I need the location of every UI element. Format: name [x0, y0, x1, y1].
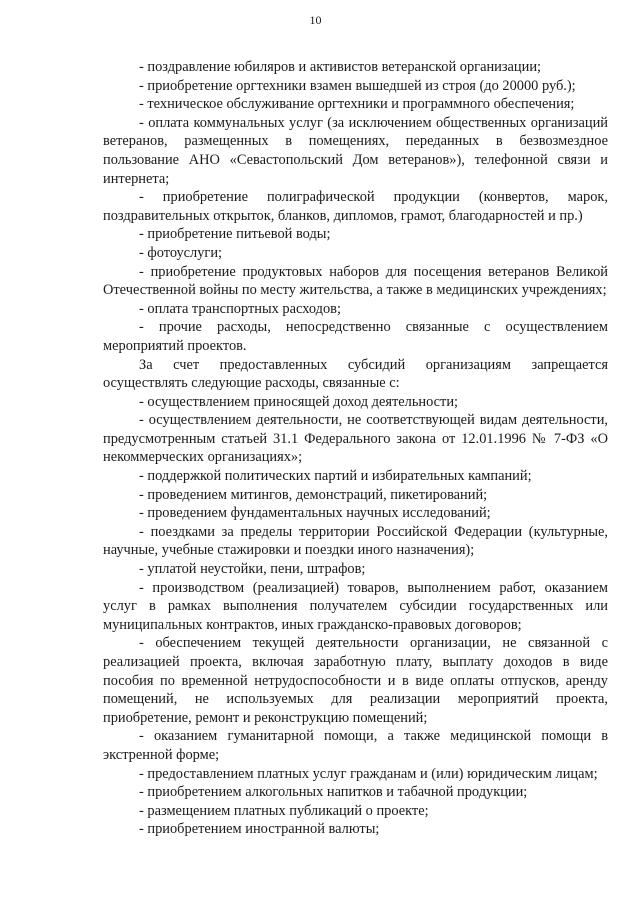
- list-item: - техническое обслуживание оргтехники и программного обеспечения;: [139, 96, 575, 113]
- list-item: - приобретение продуктовых наборов для посещения ветеранов Великой Отечественной войны по месту жительства, а также в медицинских учреждениях;: [103, 263, 608, 299]
- list-item: - проведением митингов, демонстраций, пикетирований;: [139, 486, 488, 503]
- list-item: - поездками за пределы территории Российской Федерации (культурные, научные, учебные стажировки и поездки иного назначения);: [103, 523, 608, 559]
- list-item: - приобретение оргтехники взамен вышедшей из строя (до 20000 руб.);: [139, 77, 576, 94]
- list-item: - прочие расходы, непосредственно связанные с осуществлением мероприятий проектов.: [103, 319, 608, 354]
- page-number: 10: [309, 13, 322, 27]
- list-item: - осуществлением приносящей доход деятельности;: [139, 393, 459, 410]
- list-item: - производством (реализацией) товаров, выполнением работ, оказанием услуг в рамках выполнения получателем субсидии государственных или муниципальных контрактов, иных гражданско-правовых договоров;: [103, 579, 608, 633]
- document-body: [103, 58, 608, 839]
- list-item: - оказанием гуманитарной помощи, а также медицинской помощи в экстренной форме;: [103, 728, 608, 763]
- list-item: - оплата коммунальных услуг (за исключением общественных организаций ветеранов, размещенных в помещениях, переданных в безвозмездное пользование АНО «Севастопольский Дом ветеранов»), телефонной связи и интернета;: [103, 114, 608, 187]
- list-item: - приобретение питьевой воды;: [139, 226, 331, 243]
- list-item: - предоставлением платных услуг гражданам и (или) юридическим лицам;: [139, 765, 598, 782]
- list-item: - приобретением иностранной валюты;: [139, 821, 380, 838]
- list-item: - проведением фундаментальных научных исследований;: [139, 505, 491, 522]
- list-item: - приобретение полиграфической продукции (конвертов, марок, поздравительных открыток, бланков, дипломов, грамот, благодарностей и пр.): [103, 189, 608, 224]
- section-intro-paragraph: За счет предоставленных субсидий организациям запрещается осуществлять следующие расходы, связанные с:: [103, 356, 608, 392]
- list-item: - оплата транспортных расходов;: [139, 300, 341, 317]
- list-item: - поддержкой политических партий и избирательных кампаний;: [139, 468, 532, 485]
- list-item: - фотоуслуги;: [139, 244, 223, 261]
- list-item: - поздравление юбиляров и активистов ветеранской организации;: [139, 59, 542, 75]
- list-item: - уплатой неустойки, пени, штрафов;: [139, 561, 366, 578]
- list-item: - осуществлением деятельности, не соответствующей видам деятельности, предусмотренным статьей 31.1 Федерального закона от 12.01.1996 № 7-ФЗ «О некоммерческих организациях»;: [103, 412, 608, 466]
- list-item: - размещением платных публикаций о проекте;: [139, 802, 429, 819]
- list-item: - приобретением алкогольных напитков и табачной продукции;: [139, 784, 528, 801]
- list-item: - обеспечением текущей деятельности организации, не связанной с реализацией проекта, включая заработную плату, выплату доходов в виде пособия по временной нетрудоспособности и в виде оплаты отпусков, аренду помещений, не используемых для реализации мероприятий проекта, приобретение, ремонт и реконструкцию помещений;: [103, 635, 608, 726]
